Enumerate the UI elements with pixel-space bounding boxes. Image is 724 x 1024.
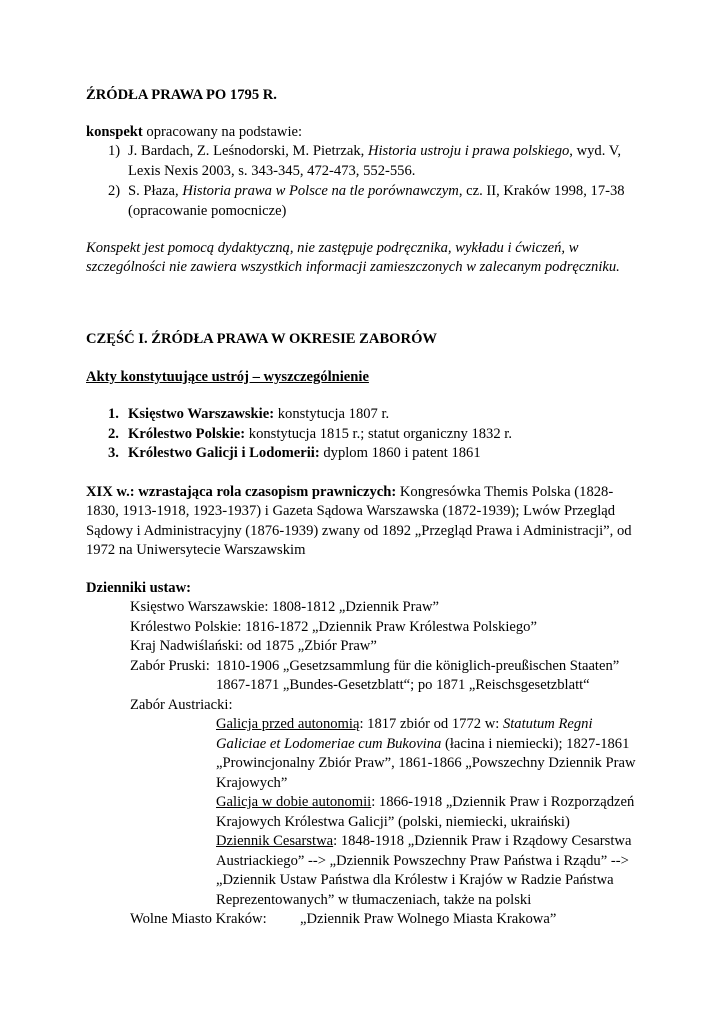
akty-heading: Akty konstytuujące ustrój – wyszczególnienie xyxy=(86,369,369,385)
galicja-przed-line-1: Galicja przed autonomią: 1817 zbiór od 1772 w: Statutum Regni xyxy=(216,716,593,732)
dzienniki-krolestwo: Królestwo Polskie: 1816-1872 „Dziennik Praw Królestwa Polskiego” xyxy=(130,619,537,635)
krakow-value: „Dziennik Praw Wolnego Miasta Krakowa” xyxy=(300,911,557,927)
akty-item-3: 3. Królestwo Galicji i Lodomerii: dyplom 1860 i patent 1861 xyxy=(108,445,481,461)
document-title: ŹRÓDŁA PRAWA PO 1795 R. xyxy=(86,87,277,103)
pruski-line-1: 1810-1906 „Gesetzsammlung für die königlich-preußischen Staaten” xyxy=(216,658,620,674)
galicja-przed-line-2: Galiciae et Lodomeriae cum Bukovina (łacina i niemiecki); 1827-1861 xyxy=(216,736,630,752)
cesarstwa-line-4: Reprezentowanych” w tłumaczeniach, także na polski xyxy=(216,892,532,908)
dzienniki-ksiestwo: Księstwo Warszawskie: 1808-1812 „Dziennik Praw” xyxy=(130,599,440,615)
konspekt-intro: konspekt opracowany na podstawie: xyxy=(86,124,303,140)
pruski-label: Zabór Pruski: xyxy=(130,658,210,674)
pruski-line-2: 1867-1871 „Bundes-Gesetzblatt“; po 1871 „Reischsgesetzblatt“ xyxy=(216,677,590,693)
galicja-dobie-line-2: Krajowych Królestwa Galicji” (polski, niemiecki, ukraiński) xyxy=(216,814,570,830)
source-item-1-cont: Lexis Nexis 2003, s. 343-345, 472-473, 552-556. xyxy=(128,163,416,179)
cesarstwa-line-3: „Dziennik Ustaw Państwa dla Królestw i Krajów w Radzie Państwa xyxy=(216,872,614,888)
dzienniki-heading: Dzienniki ustaw: xyxy=(86,580,192,596)
galicja-dobie-line-1: Galicja w dobie autonomii: 1866-1918 „Dziennik Praw i Rozporządzeń xyxy=(216,794,635,810)
xix-line-3: Sądowy i Administracyjny (1876-1939) zwany od 1892 „Przegląd Prawa i Administracji”, od xyxy=(86,523,632,539)
xix-line-4: 1972 na Uniwersytecie Warszawskim xyxy=(86,542,306,558)
galicja-przed-line-4: Krajowych” xyxy=(216,775,288,791)
xix-line-1: XIX w.: wzrastająca rola czasopism prawniczych: Kongresówka Themis Polska (1828- xyxy=(86,484,614,500)
akty-item-1: 1. Księstwo Warszawskie: konstytucja 1807 r. xyxy=(108,406,390,422)
krakow-label: Wolne Miasto Kraków: xyxy=(130,911,267,927)
austriacki-label: Zabór Austriacki: xyxy=(130,697,233,713)
source-item-2: 2) S. Płaza, Historia prawa w Polsce na tle porównawczym, cz. II, Kraków 1998, 17-38 xyxy=(108,183,625,199)
disclaimer-line-2: szczególności nie zawiera wszystkich informacji zamieszczonych w zalecanym podręczniku. xyxy=(86,259,620,275)
xix-line-2: 1830, 1913-1918, 1923-1937) i Gazeta Sądowa Warszawska (1872-1939); Lwów Przegląd xyxy=(86,503,616,519)
galicja-przed-line-3: „Prowincjonalny Zbiór Praw”, 1861-1866 „Powszechny Dziennik Praw xyxy=(216,755,636,771)
source-item-2-cont: (opracowanie pomocnicze) xyxy=(128,203,287,219)
cesarstwa-line-1: Dziennik Cesarstwa: 1848-1918 „Dziennik Praw i Rządowy Cesarstwa xyxy=(216,833,632,849)
cesarstwa-line-2: Austriackiego” --> „Dziennik Powszechny Praw Państwa i Rządu” --> xyxy=(216,853,629,869)
dzienniki-kraj: Kraj Nadwiślański: od 1875 „Zbiór Praw” xyxy=(130,638,377,654)
akty-item-2: 2. Królestwo Polskie: konstytucja 1815 r.; statut organiczny 1832 r. xyxy=(108,426,512,442)
source-item-1: 1) J. Bardach, Z. Leśnodorski, M. Pietrzak, Historia ustroju i prawa polskiego, wyd. V, xyxy=(108,143,622,159)
konspekt-bold: konspekt xyxy=(86,124,143,140)
part1-heading: CZĘŚĆ I. ŹRÓDŁA PRAWA W OKRESIE ZABORÓW xyxy=(86,331,438,347)
disclaimer-line-1: Konspekt jest pomocą dydaktyczną, nie zastępuje podręcznika, wykładu i ćwiczeń, w xyxy=(86,240,579,256)
